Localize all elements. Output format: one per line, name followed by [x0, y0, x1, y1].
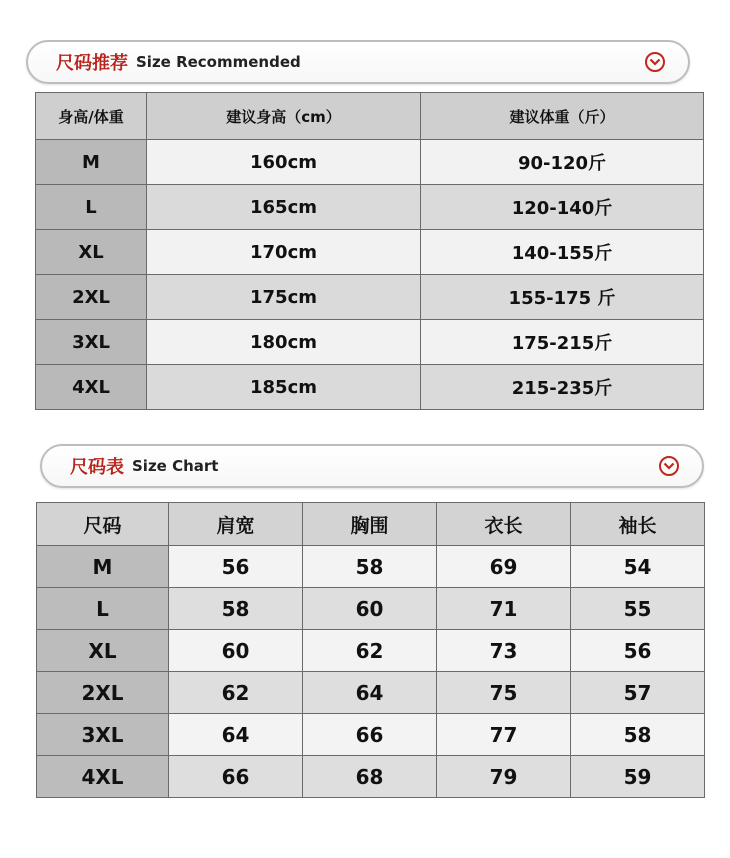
- section-title-cn: 尺码推荐: [56, 53, 128, 74]
- sleeve-cell: 54: [571, 546, 705, 588]
- table-row: [36, 320, 704, 365]
- height-cell: 180cm: [147, 320, 421, 365]
- weight-cell: 215-235斤: [421, 365, 704, 410]
- size-cell: XL: [37, 630, 169, 672]
- size-chart-header: [40, 444, 704, 488]
- height-cell: 165cm: [147, 185, 421, 230]
- height-cell: 170cm: [147, 230, 421, 275]
- chest-cell: 60: [303, 588, 437, 630]
- table-row: [36, 275, 704, 320]
- size-recommended-header: [26, 40, 690, 84]
- header-height-weight: 身高/体重: [36, 93, 147, 140]
- size-cell: 2XL: [36, 275, 147, 320]
- header-sleeve: 袖长: [571, 503, 705, 546]
- size-cell: 2XL: [37, 672, 169, 714]
- table-row: [36, 230, 704, 275]
- length-cell: 71: [437, 588, 571, 630]
- section-title-cn: 尺码表: [70, 457, 124, 478]
- chest-cell: 64: [303, 672, 437, 714]
- table-header-row: [37, 503, 705, 546]
- table-header-row: [36, 93, 704, 140]
- chevron-down-circle-icon[interactable]: [644, 51, 666, 73]
- sleeve-cell: 58: [571, 714, 705, 756]
- table-row: [36, 140, 704, 185]
- length-cell: 79: [437, 756, 571, 798]
- table-row: [37, 672, 705, 714]
- size-cell: M: [36, 140, 147, 185]
- size-cell: M: [37, 546, 169, 588]
- length-cell: 69: [437, 546, 571, 588]
- height-cell: 175cm: [147, 275, 421, 320]
- length-cell: 75: [437, 672, 571, 714]
- header-chest: 胸围: [303, 503, 437, 546]
- shoulder-cell: 56: [169, 546, 303, 588]
- length-cell: 77: [437, 714, 571, 756]
- table-row: [37, 714, 705, 756]
- section-title-en: Size Recommended: [136, 53, 301, 71]
- header-suggested-weight: 建议体重（斤）: [421, 93, 704, 140]
- weight-cell: 90-120斤: [421, 140, 704, 185]
- size-cell: L: [36, 185, 147, 230]
- shoulder-cell: 66: [169, 756, 303, 798]
- height-cell: 185cm: [147, 365, 421, 410]
- size-recommended-table: [35, 92, 704, 410]
- size-cell: XL: [36, 230, 147, 275]
- shoulder-cell: 60: [169, 630, 303, 672]
- sleeve-cell: 56: [571, 630, 705, 672]
- size-cell: L: [37, 588, 169, 630]
- header-shoulder: 肩宽: [169, 503, 303, 546]
- table-row: [37, 546, 705, 588]
- header-size: 尺码: [37, 503, 169, 546]
- size-cell: 3XL: [37, 714, 169, 756]
- shoulder-cell: 64: [169, 714, 303, 756]
- sleeve-cell: 55: [571, 588, 705, 630]
- weight-cell: 175-215斤: [421, 320, 704, 365]
- shoulder-cell: 62: [169, 672, 303, 714]
- height-cell: 160cm: [147, 140, 421, 185]
- weight-cell: 155-175 斤: [421, 275, 704, 320]
- chest-cell: 58: [303, 546, 437, 588]
- header-suggested-height: 建议身高（cm）: [147, 93, 421, 140]
- weight-cell: 140-155斤: [421, 230, 704, 275]
- section-title-en: Size Chart: [132, 457, 219, 475]
- table-row: [37, 588, 705, 630]
- table-row: [36, 185, 704, 230]
- chevron-down-circle-icon[interactable]: [658, 455, 680, 477]
- length-cell: 73: [437, 630, 571, 672]
- shoulder-cell: 58: [169, 588, 303, 630]
- table-row: [37, 756, 705, 798]
- size-chart-table: [36, 502, 705, 798]
- size-cell: 4XL: [36, 365, 147, 410]
- chest-cell: 62: [303, 630, 437, 672]
- header-length: 衣长: [437, 503, 571, 546]
- sleeve-cell: 59: [571, 756, 705, 798]
- sleeve-cell: 57: [571, 672, 705, 714]
- size-cell: 3XL: [36, 320, 147, 365]
- size-cell: 4XL: [37, 756, 169, 798]
- chest-cell: 66: [303, 714, 437, 756]
- chest-cell: 68: [303, 756, 437, 798]
- weight-cell: 120-140斤: [421, 185, 704, 230]
- table-row: [36, 365, 704, 410]
- table-row: [37, 630, 705, 672]
